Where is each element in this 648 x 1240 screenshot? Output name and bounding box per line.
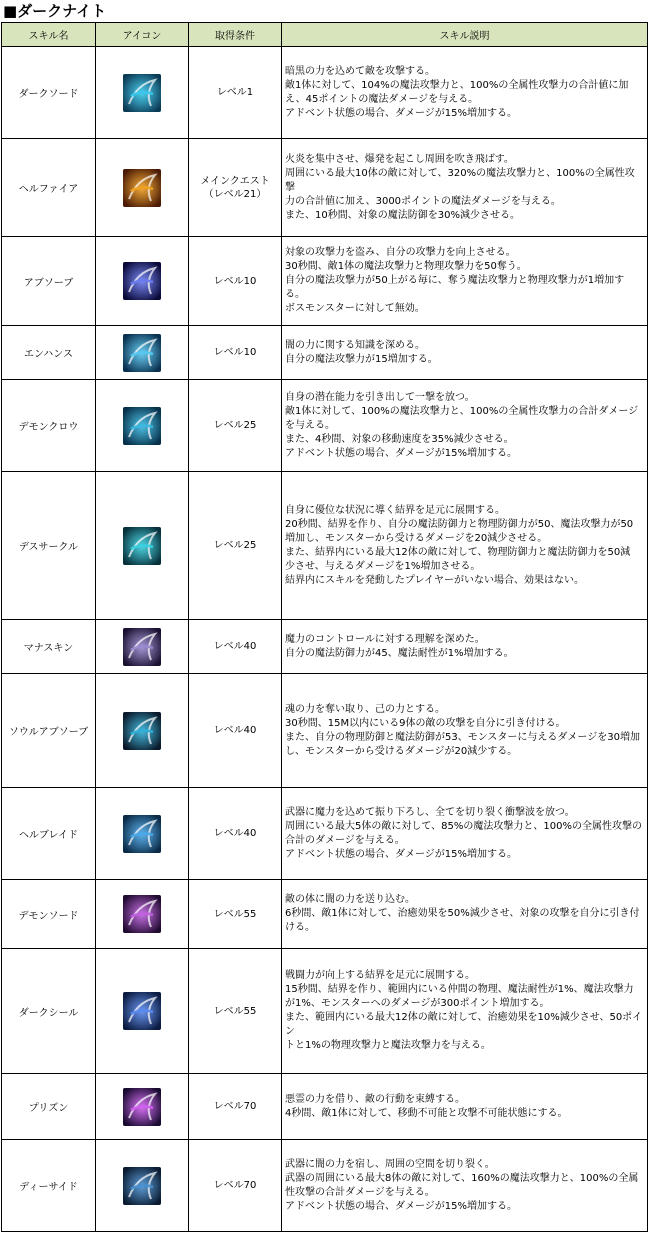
description-line: 周囲にいる最大10体の敵に対して、320%の魔法攻撃力と、100%の全属性攻撃 [285,167,635,193]
description-line: 力の合計値に加え、3000ポイントの魔法ダメージを与える。 [285,195,561,207]
table-row [2,1140,648,1232]
skill-description [282,472,648,620]
description-line: アドベント状態の場合、ダメージが15%増加する。 [285,848,518,860]
demon-claw-icon [123,407,161,445]
skill-condition: レベル25 [189,380,282,472]
skill-icon-cell [96,620,189,674]
description-line: また、10秒間、対象の魔法防御を30%減少させる。 [285,209,520,221]
page-title: ■ダークナイト [3,2,107,20]
soul-absorb-icon [123,712,161,750]
skill-name: ソウルアブソーブ [2,674,96,788]
description-line: 30秒間、15M以内にいる9体の敵の攻撃を自分に引き付ける。 [285,717,566,729]
skill-icon-cell [96,326,189,380]
description-line: 6秒間、敵1体に対して、治癒効果を50%減少させ、対象の攻撃を自分に引き付 [285,908,640,919]
prison-icon [123,1088,161,1126]
skill-icon-cell [96,139,189,237]
description-line: 敵1体に対して、100%の魔法攻撃力と、100%の全属性攻撃力の合計ダメージ [285,405,639,417]
description-line: が1%、モンスターへのダメージが300ポイント増加する。 [285,998,550,1009]
skill-condition: レベル40 [189,620,282,674]
header-icon: アイコン [96,23,189,47]
table-row [2,380,648,472]
hell-blade-icon [123,815,161,853]
table-row [2,1074,648,1140]
table-row [2,949,648,1074]
skill-name: プリズン [2,1074,96,1140]
table-row [2,47,648,139]
skill-icon-cell [96,949,189,1074]
skill-condition: レベル70 [189,1074,282,1140]
description-line: アドベント状態の場合、ダメージが15%増加する。 [285,107,518,119]
skill-condition: メインクエスト （レベル21） [189,139,282,237]
table-row [2,326,648,380]
skill-condition: レベル10 [189,237,282,326]
description-line: ボスモンスターに対して無効。 [285,303,425,314]
skill-condition: レベル40 [189,788,282,880]
description-line: え、45ポイントの魔法ダメージを与える。 [285,93,479,105]
header-skill-name: スキル名 [2,23,96,47]
description-line: また、範囲内にいる最大12体の敵に対して、治癒効果を10%減少させ、50ポイン [285,1012,643,1037]
description-line: 性攻撃の合計ダメージを与える。 [285,1186,435,1198]
skill-description [282,326,648,380]
table-row [2,139,648,237]
skill-name: アブソーブ [2,237,96,326]
dark-seal-icon [123,992,161,1030]
description-line: る。 [285,289,305,300]
death-circle-icon [123,527,161,565]
skill-icon-cell [96,1074,189,1140]
description-line: トと1%の物理攻撃力と魔法攻撃力を与える。 [285,1040,491,1051]
skill-name: エンハンス [2,326,96,380]
demon-sword-icon [123,895,161,933]
description-line: 敵1体に対して、104%の魔法攻撃力と、100%の全属性攻撃力の合計値に加 [285,79,629,91]
description-line: 増加し、モンスターから受けるダメージを20減少させる。 [285,532,548,544]
skill-condition: レベル40 [189,674,282,788]
description-line: また、結界内にいる最大12体の敵に対して、物理防御力と魔法防御力を50減 [285,546,631,558]
table-row [2,620,648,674]
skill-description [282,47,648,139]
mana-skin-icon [123,628,161,666]
description-line: 敵の体に闇の力を送り込む。 [285,894,415,905]
description-line: 暗黒の力を込めて敵を攻撃する。 [285,65,435,77]
description-line: 自分の魔法攻撃力が15増加する。 [285,353,438,365]
skill-condition: レベル25 [189,472,282,620]
skill-description [282,139,648,237]
description-line: 合計のダメージを与える。 [285,834,405,846]
description-line: アドベント状態の場合、ダメージが15%増加する。 [285,447,518,459]
skill-name: ダークソード [2,47,96,139]
description-line: 15秒間、結界を作り、範囲内にいる仲間の物理、魔法耐性が1%、魔法攻撃力 [285,984,634,995]
absorb-icon [123,262,161,300]
table-row [2,788,648,880]
skill-condition: レベル55 [189,949,282,1074]
skill-name: ヘルファイア [2,139,96,237]
description-line: 武器に魔力を込めて振り下ろし、全てを切り裂く衝撃波を放つ。 [285,806,575,818]
table-row [2,472,648,620]
description-line: 自分の魔法防御力が45、魔法耐性が1%増加する。 [285,647,514,659]
description-line: 20秒間、結界を作り、自分の魔法防御力と物理防御力が50、魔法攻撃力が50 [285,518,634,530]
skill-description [282,1140,648,1232]
description-line: 戦闘力が向上する結界を足元に展開する。 [285,970,475,981]
skill-name: デモンソード [2,880,96,949]
description-line: 魂の力を奪い取り、己の力とする。 [285,703,445,715]
description-line: また、自分の物理防御と魔法防御が53、モンスターに与えるダメージを30増加 [285,731,640,743]
skill-name: デモンクロウ [2,380,96,472]
skill-name: デスサークル [2,472,96,620]
skill-description [282,237,648,326]
description-line: 武器の周囲にいる最大8体の敵に対して、160%の魔法攻撃力と、100%の全属 [285,1172,639,1184]
skill-description [282,1074,648,1140]
description-line: アドベント状態の場合、ダメージが15%増加する。 [285,1200,518,1212]
skill-icon-cell [96,1140,189,1232]
skill-table [1,22,648,1232]
skill-icon-cell [96,380,189,472]
skill-condition: レベル10 [189,326,282,380]
table-row [2,237,648,326]
skill-name: ディーサイド [2,1140,96,1232]
skill-condition: レベル1 [189,47,282,139]
skill-icon-cell [96,47,189,139]
skill-icon-cell [96,472,189,620]
table-row [2,674,648,788]
skill-description [282,620,648,674]
decide-icon [123,1167,161,1205]
description-line: 火炎を集中させ、爆発を起こし周囲を吹き飛ばす。 [285,153,514,165]
description-line: 30秒間、敵1体の魔法攻撃力と物理攻撃力を50奪う。 [285,261,527,272]
description-line: また、4秒間、対象の移動速度を35%減少させる。 [285,433,514,445]
hellfire-icon [123,169,161,207]
skill-condition: レベル55 [189,880,282,949]
header-row [2,23,648,47]
description-line: し、モンスターから受けるダメージが20減少する。 [285,745,518,757]
skill-name: ダークシール [2,949,96,1074]
skill-icon-cell [96,674,189,788]
description-line: 自身に優位な状況に導く結界を足元に展開する。 [285,504,505,516]
description-line: 武器に闇の力を宿し、周囲の空間を切り裂く。 [285,1158,495,1170]
skill-name: ヘルブレイド [2,788,96,880]
dark-sword-icon [123,74,161,112]
skill-icon-cell [96,237,189,326]
skill-description [282,880,648,949]
table-row [2,880,648,949]
description-line: 4秒間、敵1体に対して、移動不可能と攻撃不可能状態にする。 [285,1107,568,1119]
description-line: 結界内にスキルを発動したプレイヤーがいない場合、効果はない。 [285,574,584,586]
skill-condition: レベル70 [189,1140,282,1232]
description-line: を与える。 [285,419,335,431]
skill-name: マナスキン [2,620,96,674]
description-line: 闇の力に関する知識を深める。 [285,339,425,351]
skill-description [282,674,648,788]
description-line: 悪霊の力を借り、敵の行動を束縛する。 [285,1093,465,1105]
skill-description [282,380,648,472]
description-line: ける。 [285,922,315,933]
description-line: 魔力のコントロールに対する理解を深めた。 [285,633,485,645]
description-line: 自身の潜在能力を引き出して一撃を放つ。 [285,391,475,403]
header-condition: 取得条件 [189,23,282,47]
skill-description [282,788,648,880]
enhance-icon [123,334,161,372]
description-line: 自分の魔法攻撃力が50上がる毎に、奪う魔法攻撃力と物理攻撃力が1増加す [285,275,625,286]
description-line: 周囲にいる最大5体の敵に対して、85%の魔法攻撃力と、100%の全属性攻撃の [285,820,642,832]
skill-icon-cell [96,880,189,949]
description-line: 対象の攻撃力を盗み、自分の攻撃力を向上させる。 [285,247,516,258]
header-description: スキル説明 [282,23,648,47]
skill-icon-cell [96,788,189,880]
skill-description [282,949,648,1074]
description-line: 少させ、与えるダメージを1%増加させる。 [285,560,481,572]
